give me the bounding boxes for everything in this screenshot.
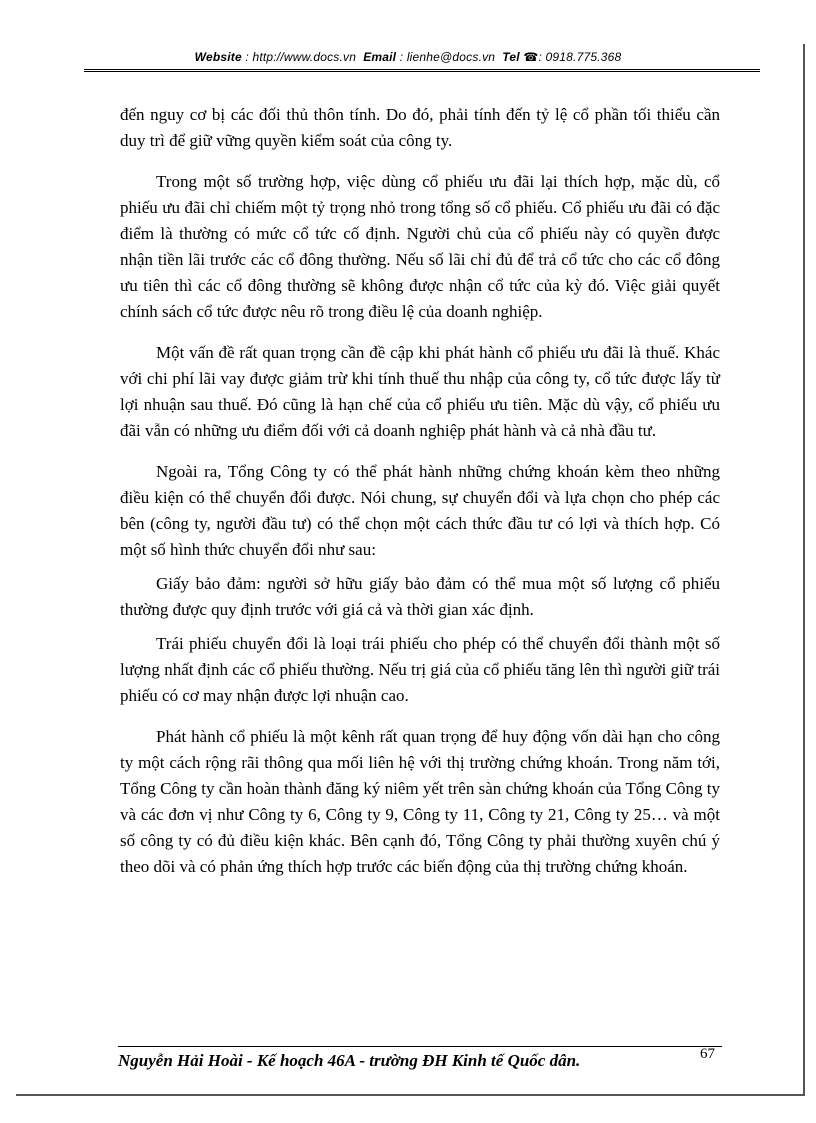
footer-author: Nguyễn Hải Hoài - Kế hoạch 46A - trường ĐH Kinh tế Quốc dân.	[118, 1051, 581, 1070]
paragraph: Trong một số trường hợp, việc dùng cổ phiếu ưu đãi lại thích hợp, mặc dù, cổ phiếu ưu đãi chỉ chiếm một tỷ trọng nhỏ trong tổng số cổ phiếu. Cổ phiếu ưu đãi có đặc điểm là thường có mức cổ tức cố định. Người chủ của cổ phiếu này có quyền được nhận tiền lãi trước các cổ đông thường. Nếu số lãi chỉ đủ để trả cổ tức cho các cổ đông ưu tiên thì các cổ đông thường sẽ không được nhận cổ tức của kỳ đó. Việc giải quyết chính sách cổ tức được nêu rõ trong điều lệ của doanh nghiệp.	[120, 172, 720, 321]
page-border-bottom	[16, 1094, 805, 1096]
footer-rule	[118, 1046, 722, 1047]
paragraph: Ngoài ra, Tổng Công ty có thể phát hành những chứng khoán kèm theo những điều kiện có thể chuyển đổi được. Nói chung, sự chuyển đổi và lựa chọn cho phép các bên (công ty, người đầu tư) có thể chọn một cách thức đầu tư có lợi và thích hợp. Có một số hình thức chuyển đổi như sau:	[120, 462, 720, 559]
document-body	[120, 102, 720, 895]
paragraph: Giấy bảo đảm: người sở hữu giấy bảo đảm có thể mua một số lượng cổ phiếu thường được quy định trước với giá cả và thời gian xác định.	[120, 574, 720, 619]
page-border-right	[803, 44, 805, 1094]
email-value[interactable]: : lienhe@docs.vn	[399, 50, 496, 64]
page-header	[0, 50, 816, 64]
tel-label: Tel	[502, 50, 520, 64]
website-value[interactable]: : http://www.docs.vn	[245, 50, 357, 64]
paragraph: Phát hành cổ phiếu là một kênh rất quan trọng để huy động vốn dài hạn cho công ty một cách rộng rãi thông qua mối liên hệ với thị trường chứng khoán. Trong năm tới, Tổng Công ty cần hoàn thành đăng ký niêm yết trên sàn chứng khoán của Tổng Công ty và các đơn vị như Công ty 6, Công ty 9, Công ty 11, Công ty 21, Công ty 25… và một số công ty có đủ điều kiện khác. Bên cạnh đó, Tổng Công ty phải thường xuyên chú ý theo dõi và có phản ứng thích hợp trước các biến động của thị trường chứng khoán.	[120, 727, 720, 876]
phone-icon: ☎	[523, 50, 539, 64]
paragraph: Một vấn đề rất quan trọng cần đề cập khi phát hành cổ phiếu ưu đãi là thuế. Khác với chi phí lãi vay được giảm trừ khi tính thuế thu nhập của công ty, cổ tức được lấy từ lợi nhuận sau thuế. Đó cũng là hạn chế của cổ phiếu ưu tiên. Mặc dù vậy, cổ phiếu ưu đãi vẫn có những ưu điểm đối với cả doanh nghiệp phát hành và cả nhà đầu tư.	[120, 343, 720, 440]
page-number: 67	[700, 1046, 715, 1062]
paragraph: đến nguy cơ bị các đối thủ thôn tính. Do đó, phải tính đến tỷ lệ cổ phần tối thiểu cần duy trì để giữ vững quyền kiểm soát của công ty.	[120, 105, 720, 150]
website-label: Website	[194, 50, 242, 64]
header-rule	[84, 69, 760, 72]
tel-value: : 0918.775.368	[538, 50, 622, 64]
paragraph: Trái phiếu chuyển đổi là loại trái phiếu cho phép có thể chuyển đổi thành một số lượng nhất định các cổ phiếu thường. Nếu trị giá của cổ phiếu tăng lên thì người giữ trái phiếu có cơ may nhận được lợi nhuận cao.	[120, 634, 720, 705]
email-label: Email	[363, 50, 397, 64]
